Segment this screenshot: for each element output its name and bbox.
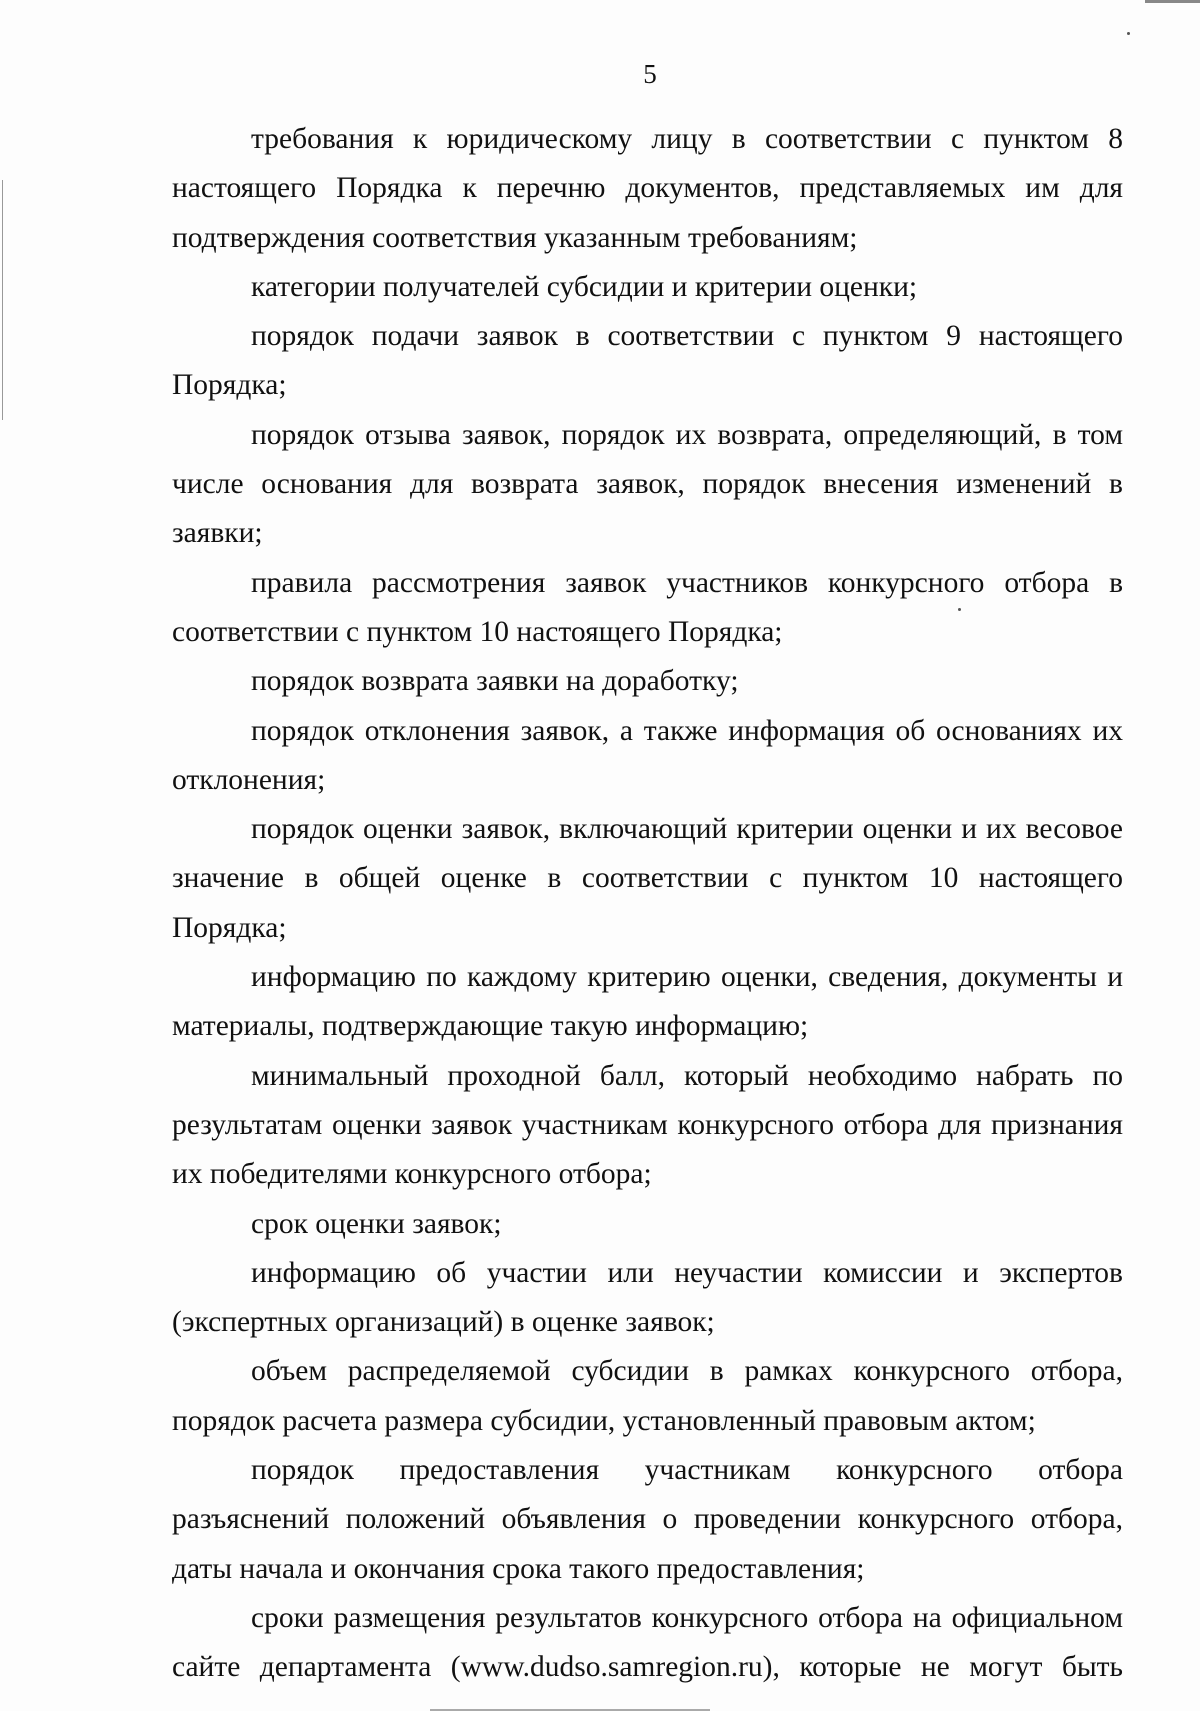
paragraph: правила рассмотрения заявок участников конкурсного отбора в соответствии с пунктом 10 настоящего Порядка; xyxy=(172,566,1123,648)
paragraph: срок оценки заявок; xyxy=(251,1207,502,1240)
paragraph: порядок возврата заявки на доработку; xyxy=(251,665,739,698)
paragraph: порядок отклонения заявок, а также информация об основаниях их отклонения; xyxy=(172,714,1123,796)
paragraph: категории получателей субсидии и критерии оценки; xyxy=(251,270,918,303)
document-body xyxy=(172,115,1123,1693)
scan-artifact xyxy=(2,180,3,420)
page-number: 5 xyxy=(643,59,657,89)
paragraph: порядок оценки заявок, включающий критерии оценки и их весовое значение в общей оценке в соответствии с пунктом 10 настоящего Порядка; xyxy=(172,813,1123,944)
paragraph: порядок отзыва заявок, порядок их возврата, определяющий, в том числе основания для возврата заявок, порядок внесения изменений в заявки; xyxy=(172,418,1123,550)
paragraph: требования к юридическому лицу в соответствии с пунктом 8 настоящего Порядка к перечню документов, представляемых им для подтверждения соответствия указанным требованиям; xyxy=(172,123,1123,254)
paragraph: порядок подачи заявок в соответствии с пунктом 9 настоящего Порядка; xyxy=(172,320,1123,402)
paragraph: информацию по каждому критерию оценки, сведения, документы и материалы, подтверждающие такую информацию; xyxy=(172,961,1123,1043)
paragraph: минимальный проходной балл, который необходимо набрать по результатам оценки заявок участникам конкурсного отбора для признания их победителями конкурсного отбора; xyxy=(172,1059,1123,1191)
paragraph: информацию об участии или неучастии комиссии и экспертов (экспертных организаций) в оценке заявок; xyxy=(172,1256,1123,1339)
scan-artifact xyxy=(1145,0,1200,3)
paragraph: порядок предоставления участникам конкурсного отбора разъяснений положений объявления о проведении конкурсного отбора, даты начала и окончания срока такого предоставления; xyxy=(172,1454,1123,1585)
paragraph: объем распределяемой субсидии в рамках конкурсного отбора, порядок расчета размера субсидии, установленный правовым актом; xyxy=(172,1355,1123,1437)
paragraph: сроки размещения результатов конкурсного отбора на официальном сайте департамента (www.dudso.samregion.ru), которые не могут быть xyxy=(172,1601,1123,1684)
scan-artifact xyxy=(1127,32,1130,35)
